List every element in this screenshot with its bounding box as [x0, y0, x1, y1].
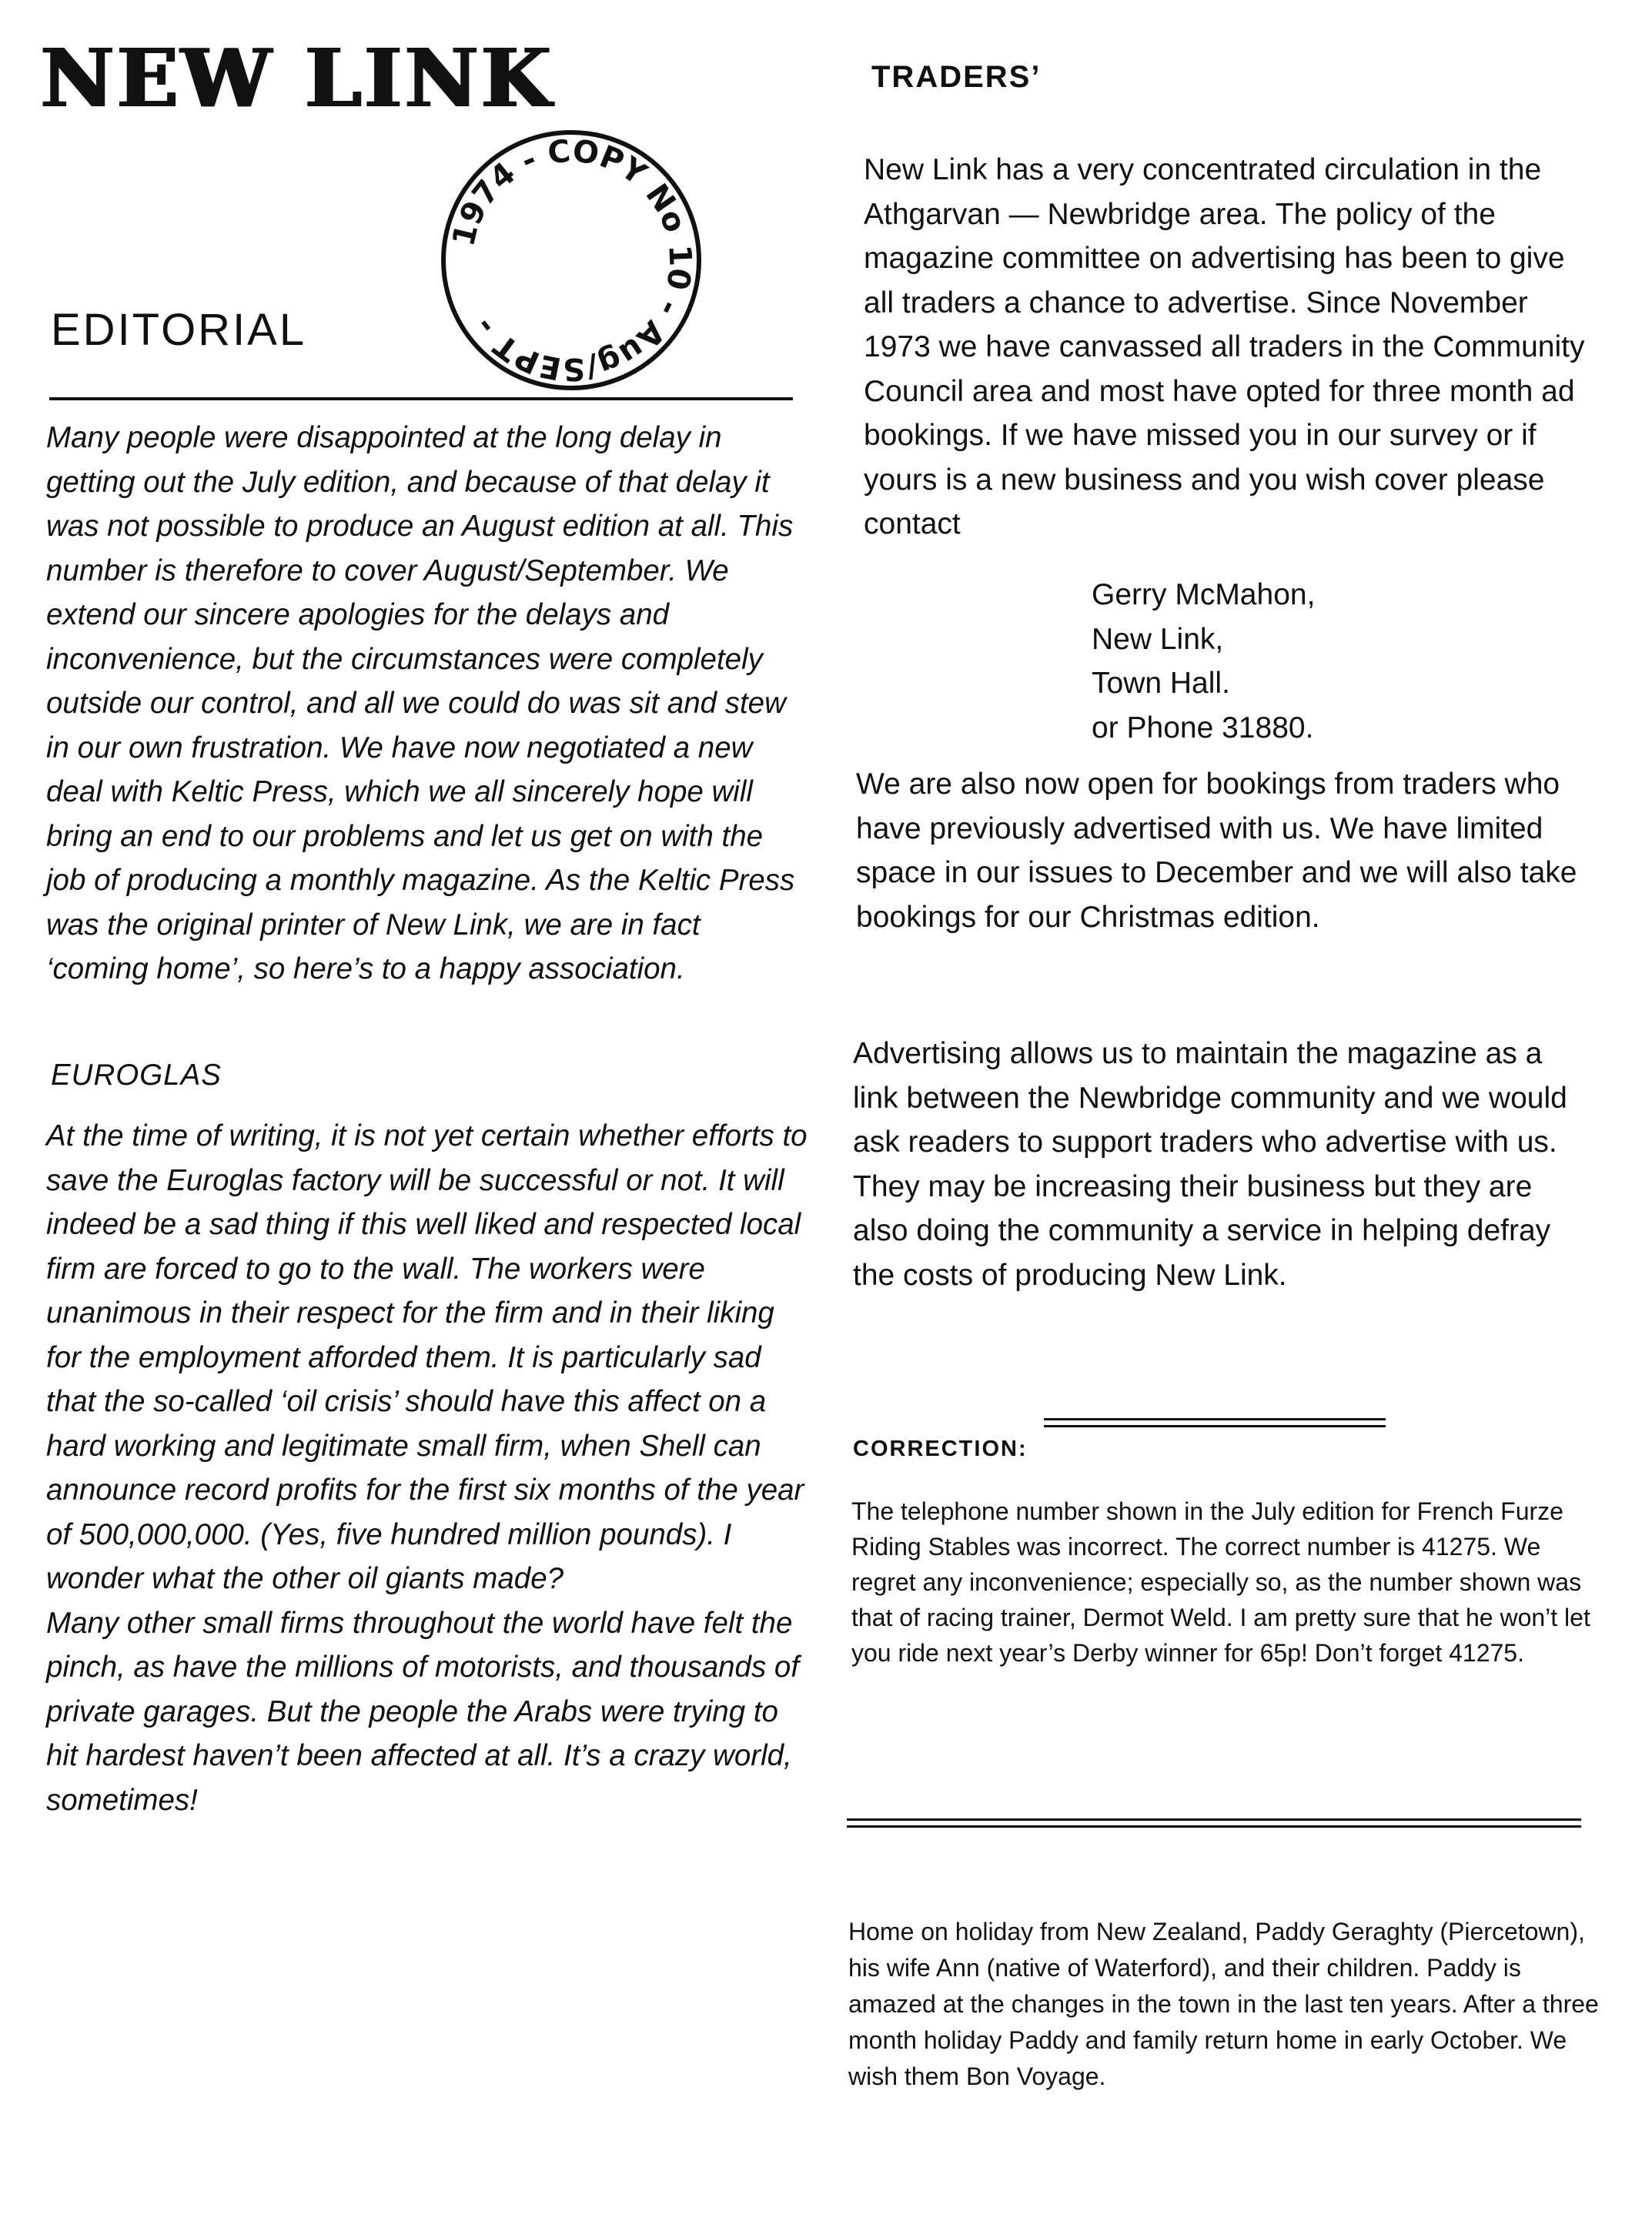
svg-text:1974 - COPY No 10 - Aug/SEPT - — [446, 133, 697, 386]
editorial-paragraph: Many people were disappointed at the long delay in getting out the July edition, and because of that delay it was not possible to produce an August edition at all. This number is therefore to cover August/September. We extend our sincere apologies for the delays and inconvenience, but the circumstances were completely outside our control, and all we could do was sit and stew in our own frustration. We have now negotiated a new deal with Keltic Press, which we all sincerely hope will bring an end to our problems and let us get on with the job of producing a monthly magazine. As the Keltic Press was the original printer of New Link, we are in fact ‘coming home’, so here’s to a happy association. — [46, 421, 795, 985]
editorial-divider — [49, 397, 793, 400]
euroglas-paragraph: At the time of writing, it is not yet certain whether efforts to save the Euroglas factory will be successful or not. It will indeed be a sad thing if this well liked and respected local firm are forced to go to the wall. The workers were unanimous in their respect for the firm and in their liking for the employment afforded them. It is particularly sad that the so-called ‘oil crisis’ should have this affect on a hard working and legitimate small firm, when Shell can announce record profits for the first six months of the year of 500,000,000. (Yes, five hundred million pounds). I wonder what the other oil giants made? — [46, 1119, 808, 1595]
correction-text: The telephone number shown in the July edition for French Furze Riding Stables was incorrect. The correct number is 41275. We regret any inconvenience; especially so, as the number shown was that of racing trainer, Dermot Weld. I am pretty sure that he won’t let you ride next year’s Derby winner for 65p! Don’t forget 41275. — [851, 1497, 1590, 1667]
holiday-notice: Home on holiday from New Zealand, Paddy Geraghty (Piercetown), his wife Ann (native of Waterford), and their children. Paddy is amazed at the changes in the town in the last ten years. After a three month holiday Paddy and family return home in early October. We wish them Bon Voyage. — [848, 1918, 1599, 2090]
stamp-text: 1974 - COPY No 10 - Aug/SEPT - — [446, 133, 698, 387]
correction-heading: CORRECTION: — [853, 1437, 1028, 1461]
euroglas-paragraph-2: Many other small firms throughout the world have felt the pinch, as have the millions of motorists, and thousands of private garages. But the people the Arabs were trying to hit hardest haven’t been affected at all. It’s a crazy world, sometimes! — [46, 1606, 800, 1817]
traders-paragraph-2-text: We are also now open for bookings from traders who have previously advertised with us. We have limited space in our issues to December and we will also take bookings for our Christmas edition. — [856, 768, 1577, 934]
address-line: Gerry McMahon, — [1092, 578, 1316, 611]
traders-paragraph-3 — [853, 1032, 1592, 1297]
euroglas-heading: EUROGLAS — [51, 1058, 222, 1092]
traders-paragraph-3-text: Advertising allows us to maintain the magazine as a link between the Newbridge community and we would ask readers to support traders who advertise with us. They may be increasing their business but they are also doing the community a service in helping defray the costs of producing New Link. — [853, 1037, 1567, 1292]
address-line: or Phone 31880. — [1092, 711, 1314, 744]
masthead-title: NEW LINK — [40, 31, 553, 125]
traders-heading: TRADERS’ — [871, 60, 1042, 94]
traders-paragraph-2 — [856, 762, 1595, 939]
section-divider — [1044, 1418, 1386, 1427]
editorial-heading: EDITORIAL — [51, 305, 307, 355]
address-line: Town Hall. — [1092, 667, 1230, 700]
address-line: New Link, — [1092, 622, 1224, 656]
copy-number-stamp — [440, 129, 702, 391]
traders-paragraph-1 — [864, 148, 1603, 547]
editorial-column — [46, 416, 808, 1822]
section-divider — [847, 1818, 1581, 1828]
traders-paragraph-1-text: New Link has a very concentrated circulation in the Athgarvan — Newbridge area. The policy of the magazine committee on advertising has been to give all traders a chance to advertise. Since November 1973 we have canvassed all traders in the Community Council area and most have opted for three month ad bookings. If we have missed you in our survey or if yours is a new business and you wish cover please contact — [864, 153, 1585, 540]
contact-address — [1092, 573, 1315, 750]
